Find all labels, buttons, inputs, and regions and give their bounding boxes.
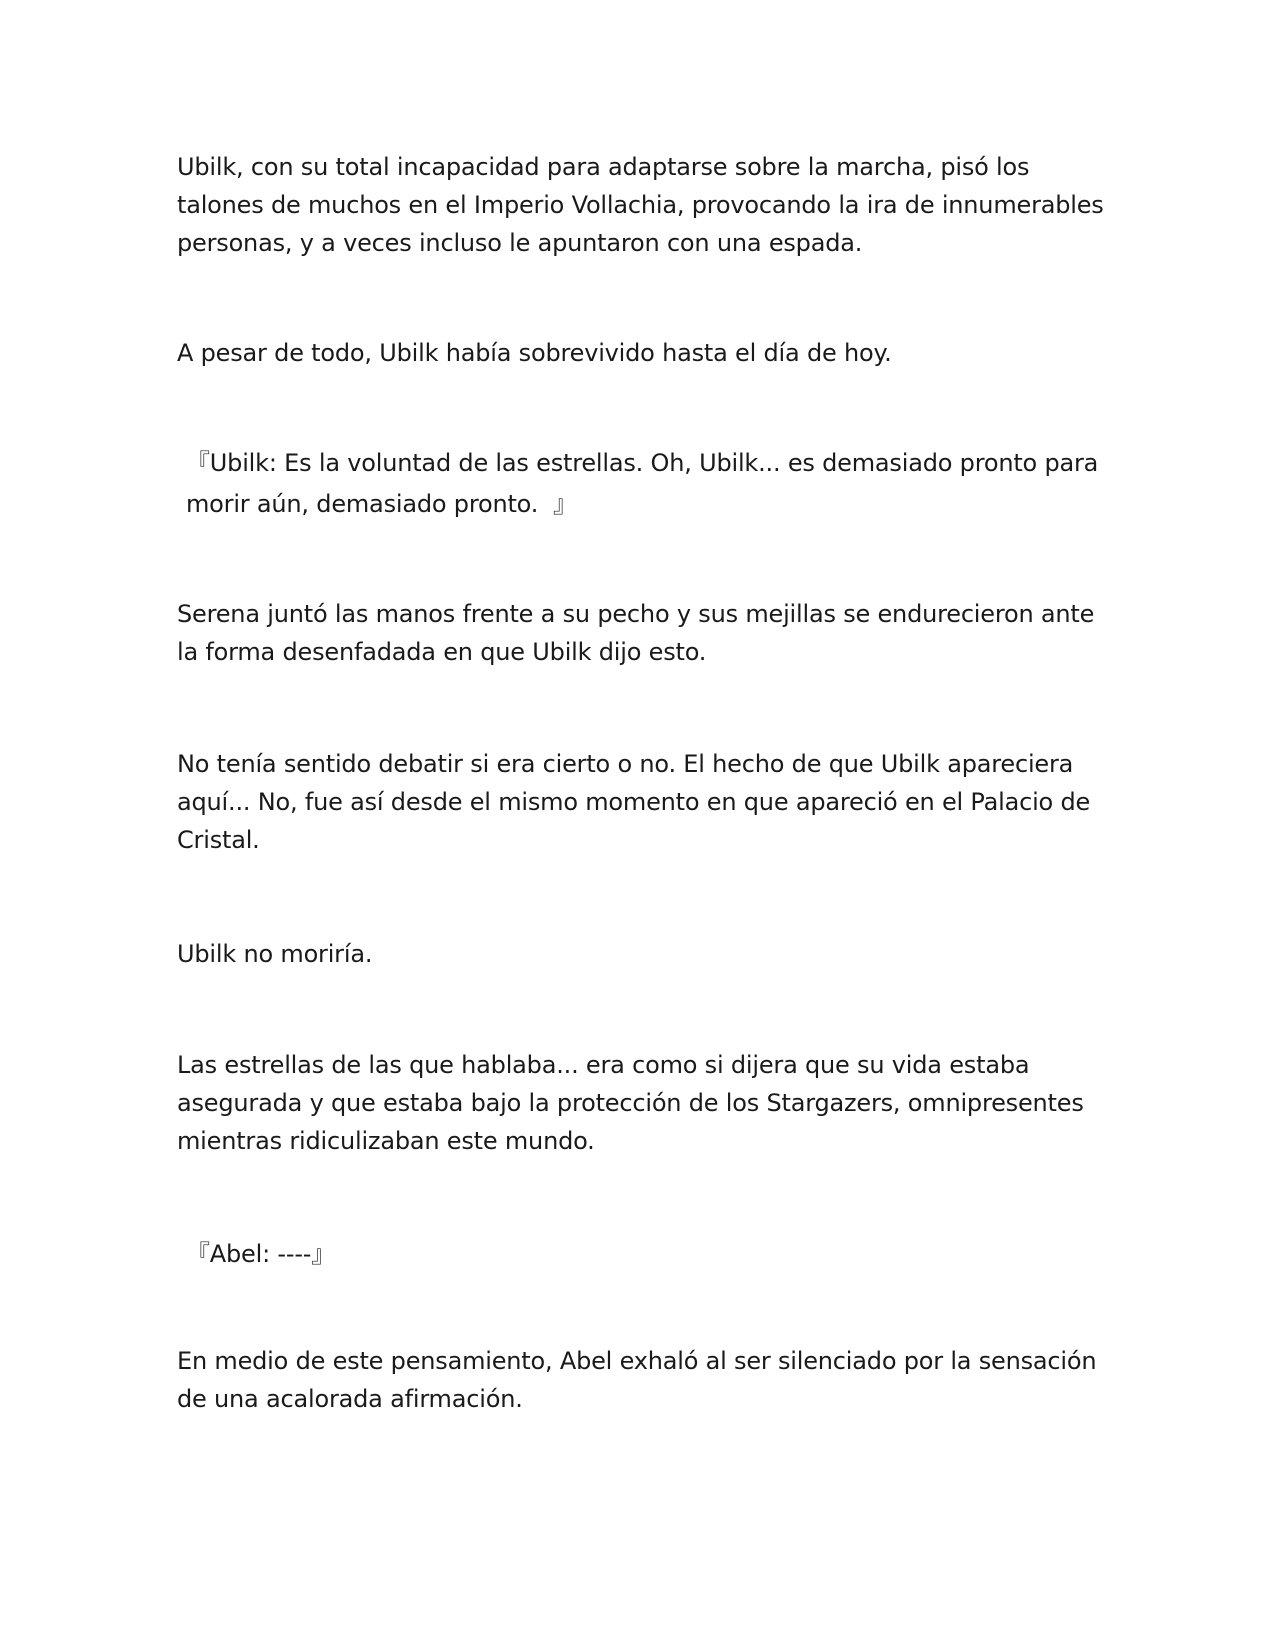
paragraph-1: Ubilk, con su total incapacidad para adaptarse sobre la marcha, pisó los talones de muchos en el Imperio Vollachia, provocando la ira de innumerables personas, y a veces incluso le apuntaron con una espada. [177,153,1104,257]
dialogue-abel: 『Abel: ----』 [186,1240,336,1268]
paragraph-4: No tenía sentido debatir si era cierto o no. El hecho de que Ubilk apareciera aquí... No, fue así desde el mismo momento en que apareció en el Palacio de Cristal. [177,750,1091,854]
paragraph-2: A pesar de todo, Ubilk había sobrevivido hasta el día de hoy. [177,339,892,367]
paragraph-3: Serena juntó las manos frente a su pecho y sus mejillas se endurecieron ante la forma desenfadada en que Ubilk dijo esto. [177,600,1095,666]
paragraph-7: En medio de este pensamiento, Abel exhaló al ser silenciado por la sensación de una acalorada afirmación. [177,1347,1097,1413]
dialogue-ubilk: 『Ubilk: Es la voluntad de las estrellas. Oh, Ubilk... es demasiado pronto para morir aún, demasiado pronto. 』 [186,449,1099,518]
paragraph-6: Las estrellas de las que hablaba... era como si dijera que su vida estaba asegurada y que estaba bajo la protección de los Stargazers, omnipresentes mientras ridiculizaban este mundo. [177,1051,1084,1155]
paragraph-5: Ubilk no moriría. [177,940,373,968]
